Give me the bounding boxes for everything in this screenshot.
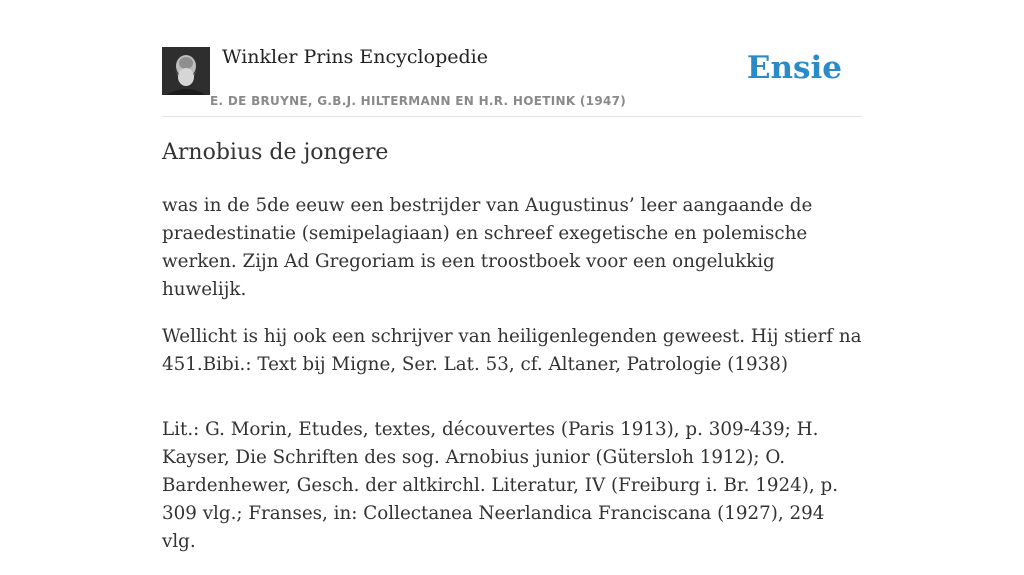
portrait-icon	[162, 47, 210, 95]
entry-literature: Lit.: G. Morin, Etudes, textes, découvertes (Paris 1913), p. 309-439; H. Kayser, Die Schriften des sog. Arnobius junior (Gütersloh 1912); O. Bardenhewer, Gesch. der altkirchl. Literatur, IV (Freiburg i. Br. 1924), p. 309 vlg.; Franses, in: Collectanea Neerlandica Franciscana (1927), 294 vlg.	[162, 419, 839, 552]
entry-body	[162, 192, 862, 575]
brand-logo-link[interactable]: Ensie	[746, 50, 842, 86]
entry-paragraph: Wellicht is hij ook een schrijver van heiligenlegenden geweest. Hij stierf na 451.Bibi.: Text bij Migne, Ser. Lat. 53, cf. Altaner, Patrologie (1938)	[162, 326, 862, 375]
page-header	[162, 44, 862, 117]
entry-title: Arnobius de jongere	[162, 140, 389, 165]
source-authors: E. DE BRUYNE, G.B.J. HILTERMANN EN H.R. HOETINK (1947)	[210, 94, 627, 108]
source-title[interactable]: Winkler Prins Encyclopedie	[222, 46, 488, 68]
entry-paragraph: was in de 5de eeuw een bestrijder van Augustinus’ leer aangaande de praedestinatie (semipelagiaan) en schreef exegetische en polemische werken. Zijn Ad Gregoriam is een troostboek voor een ongelukkig huwelijk.	[162, 195, 813, 300]
portrait-avatar	[162, 47, 210, 95]
